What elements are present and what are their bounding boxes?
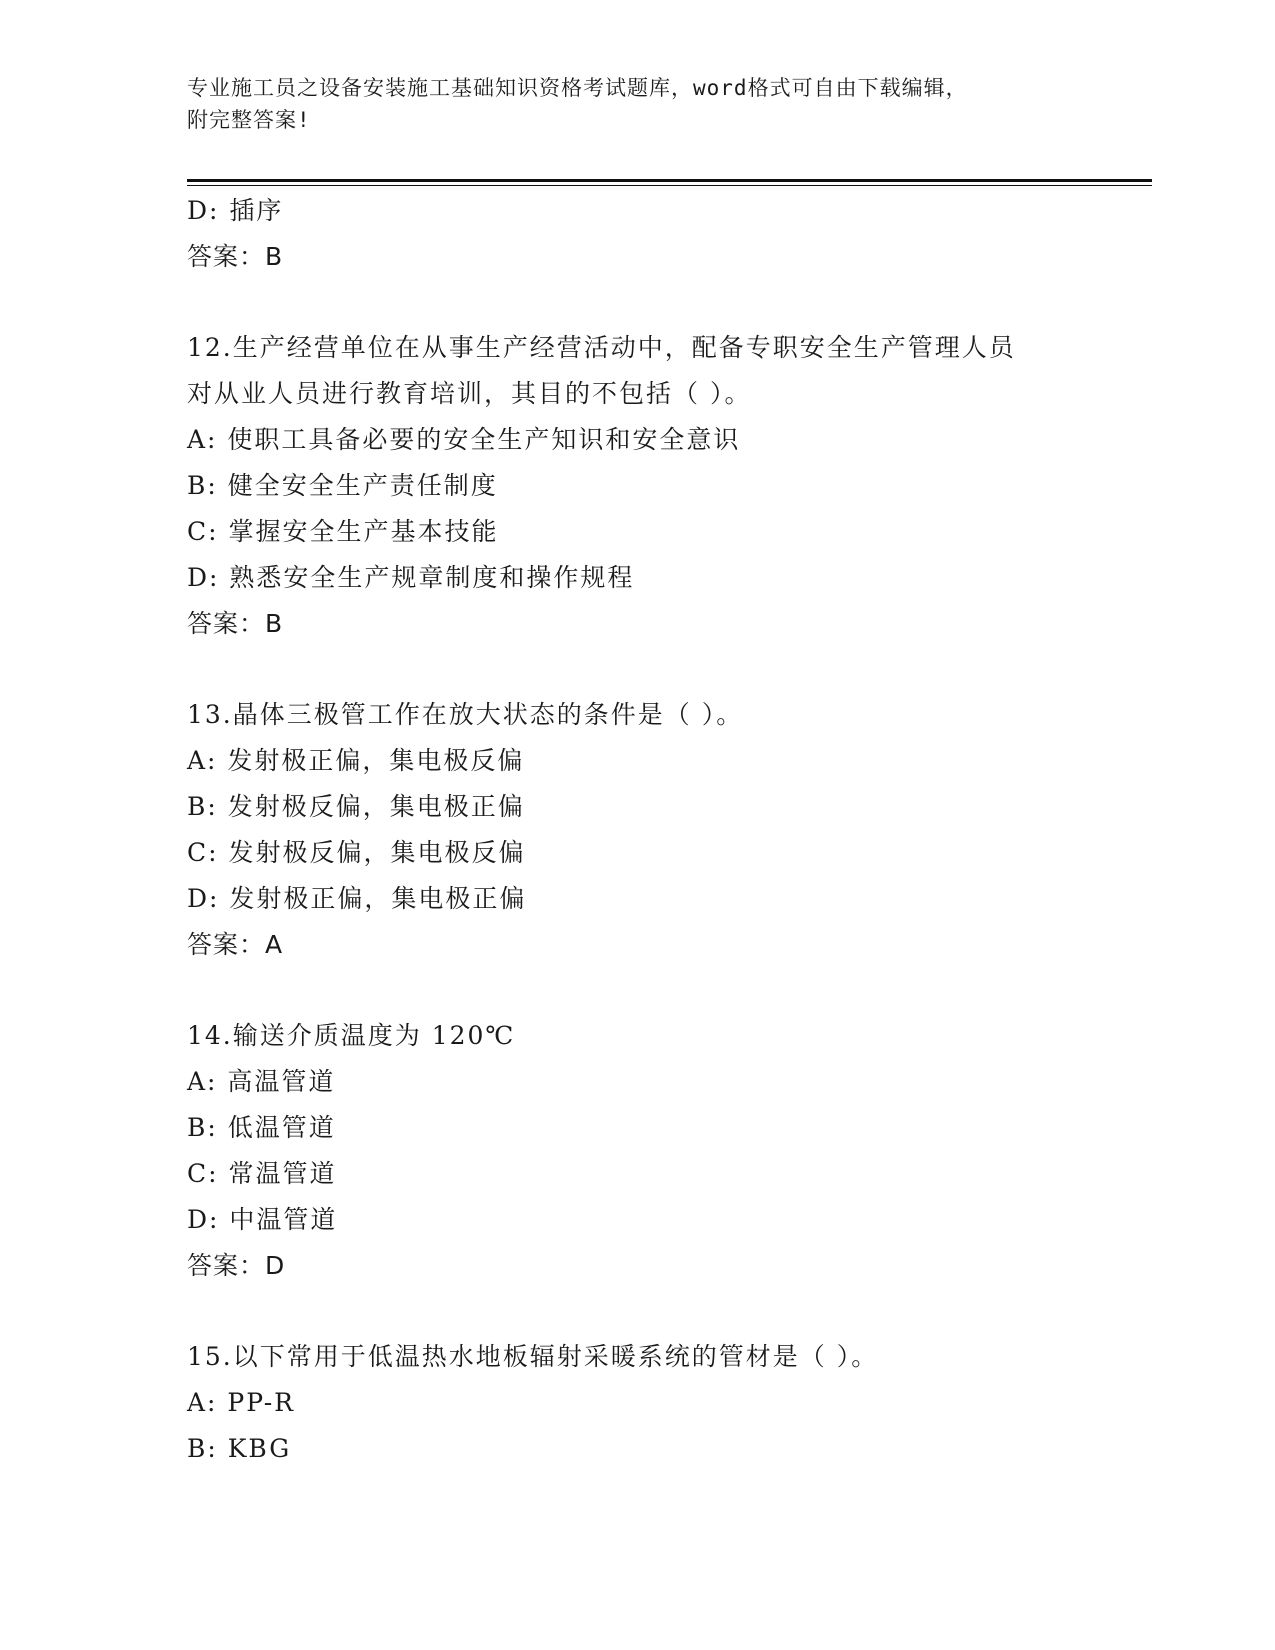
option-a: A: 发射极正偏，集电极反偏 (187, 746, 525, 775)
option-b: B: 健全安全生产责任制度 (187, 471, 498, 500)
header-line-1: 专业施工员之设备安装施工基础知识资格考试题库，word格式可自由下载编辑， (187, 76, 968, 100)
option-c: C: 发射极反偏，集电极反偏 (187, 838, 526, 867)
question-list (187, 188, 1152, 1472)
question-text: 15.以下常用于低温热水地板辐射采暖系统的管材是（ ）。 (187, 1342, 879, 1371)
option-b: B: 低温管道 (187, 1113, 336, 1142)
option-c: C: 掌握安全生产基本技能 (187, 517, 499, 546)
question-11-tail (187, 188, 1152, 280)
option-d: D: 熟悉安全生产规章制度和操作规程 (187, 563, 635, 592)
option-d: D: 发射极正偏，集电极正偏 (187, 884, 527, 913)
option-a: A: 高温管道 (187, 1067, 336, 1096)
answer-label: 答案：B (187, 242, 284, 271)
answer-label: 答案：D (187, 1251, 286, 1280)
question-text: 14.输送介质温度为 120℃ (187, 1021, 516, 1050)
answer-label: 答案：B (187, 609, 284, 638)
option-c: C: 常温管道 (187, 1159, 337, 1188)
header-divider-thick (187, 179, 1152, 182)
option-d: D: 中温管道 (187, 1205, 338, 1234)
question-14 (187, 1013, 1152, 1289)
document-header (187, 72, 1087, 136)
question-text-cont: 对从业人员进行教育培训，其目的不包括（ ）。 (187, 379, 752, 408)
question-13 (187, 692, 1152, 968)
question-text: 13.晶体三极管工作在放大状态的条件是（ ）。 (187, 700, 744, 729)
header-line-2: 附完整答案! (187, 108, 311, 132)
option-d: D: 插序 (187, 196, 284, 225)
option-b: B: KBG (187, 1434, 292, 1463)
question-15 (187, 1334, 1152, 1472)
header-divider-thin (187, 185, 1152, 186)
question-text: 12.生产经营单位在从事生产经营活动中，配备专职安全生产管理人员 (187, 333, 1016, 362)
answer-label: 答案：A (187, 930, 284, 959)
option-a: A: 使职工具备必要的安全生产知识和安全意识 (187, 425, 741, 454)
option-b: B: 发射极反偏，集电极正偏 (187, 792, 525, 821)
option-a: A: PP-R (187, 1388, 295, 1417)
question-12 (187, 325, 1152, 647)
